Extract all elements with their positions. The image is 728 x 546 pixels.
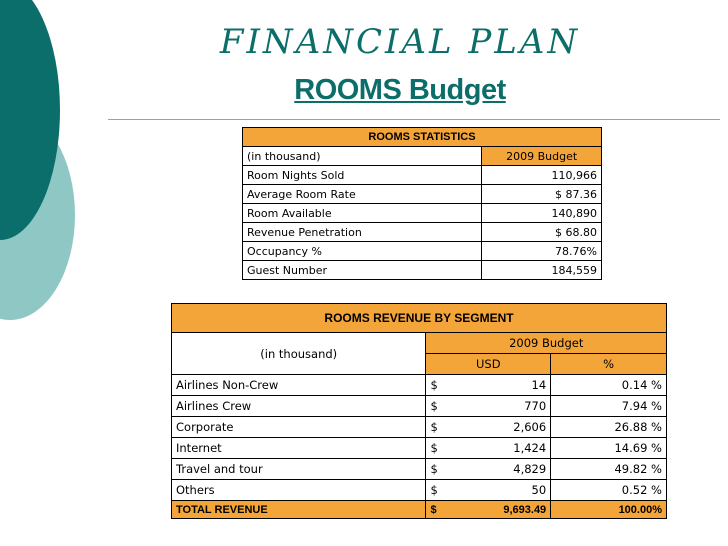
currency-symbol: $	[426, 438, 446, 459]
usd-value: 770	[446, 396, 551, 417]
usd-value: 50	[446, 480, 551, 501]
currency-symbol: $	[426, 459, 446, 480]
table-row	[243, 242, 602, 261]
table-title: ROOMS STATISTICS	[243, 128, 602, 147]
revenue-by-segment-table	[171, 303, 667, 519]
total-usd-value: 9,693.49	[446, 501, 551, 519]
total-row	[172, 501, 667, 519]
row-value: $ 87.36	[482, 185, 602, 204]
row-value: 184,559	[482, 261, 602, 280]
row-value: 110,966	[482, 166, 602, 185]
pct-value: 0.14 %	[551, 375, 667, 396]
table-row	[243, 166, 602, 185]
segment-label: Corporate	[172, 417, 426, 438]
col-pct-header: %	[551, 354, 667, 375]
table-row	[243, 204, 602, 223]
table-row	[243, 261, 602, 280]
table-subheader-row	[172, 333, 667, 354]
table-row	[172, 480, 667, 501]
usd-value: 4,829	[446, 459, 551, 480]
row-value: $ 68.80	[482, 223, 602, 242]
segment-label: Others	[172, 480, 426, 501]
page-title: FINANCIAL PLAN	[219, 22, 581, 62]
table-row	[172, 375, 667, 396]
pct-value: 26.88 %	[551, 417, 667, 438]
rooms-statistics-table	[242, 127, 602, 280]
row-label: Average Room Rate	[243, 185, 482, 204]
currency-symbol: $	[426, 375, 446, 396]
table-row	[172, 417, 667, 438]
table-row	[172, 396, 667, 417]
row-label: Room Available	[243, 204, 482, 223]
usd-value: 2,606	[446, 417, 551, 438]
table-row	[243, 223, 602, 242]
total-label: TOTAL REVENUE	[172, 501, 426, 519]
usd-value: 1,424	[446, 438, 551, 459]
pct-value: 0.52 %	[551, 480, 667, 501]
total-pct-value: 100.00%	[551, 501, 667, 519]
table-subheader-row	[243, 147, 602, 166]
currency-symbol: $	[426, 501, 446, 519]
unit-label: (in thousand)	[172, 333, 426, 375]
table-header-row	[172, 304, 667, 333]
row-label: Revenue Penetration	[243, 223, 482, 242]
col-usd-header: USD	[426, 354, 551, 375]
page-subtitle: ROOMS Budget	[294, 74, 506, 106]
row-label: Room Nights Sold	[243, 166, 482, 185]
segment-label: Travel and tour	[172, 459, 426, 480]
pct-value: 49.82 %	[551, 459, 667, 480]
segment-label: Airlines Non-Crew	[172, 375, 426, 396]
pct-value: 14.69 %	[551, 438, 667, 459]
year-label: 2009 Budget	[482, 147, 602, 166]
row-label: Occupancy %	[243, 242, 482, 261]
segment-label: Internet	[172, 438, 426, 459]
title-divider	[108, 119, 720, 120]
row-label: Guest Number	[243, 261, 482, 280]
table-row	[243, 185, 602, 204]
segment-label: Airlines Crew	[172, 396, 426, 417]
table-title: ROOMS REVENUE BY SEGMENT	[172, 304, 667, 333]
table-row	[172, 459, 667, 480]
currency-symbol: $	[426, 417, 446, 438]
unit-label: (in thousand)	[243, 147, 482, 166]
row-value: 140,890	[482, 204, 602, 223]
table-row	[172, 438, 667, 459]
currency-symbol: $	[426, 396, 446, 417]
table-header-row	[243, 128, 602, 147]
currency-symbol: $	[426, 480, 446, 501]
usd-value: 14	[446, 375, 551, 396]
row-value: 78.76%	[482, 242, 602, 261]
pct-value: 7.94 %	[551, 396, 667, 417]
year-label: 2009 Budget	[426, 333, 667, 354]
